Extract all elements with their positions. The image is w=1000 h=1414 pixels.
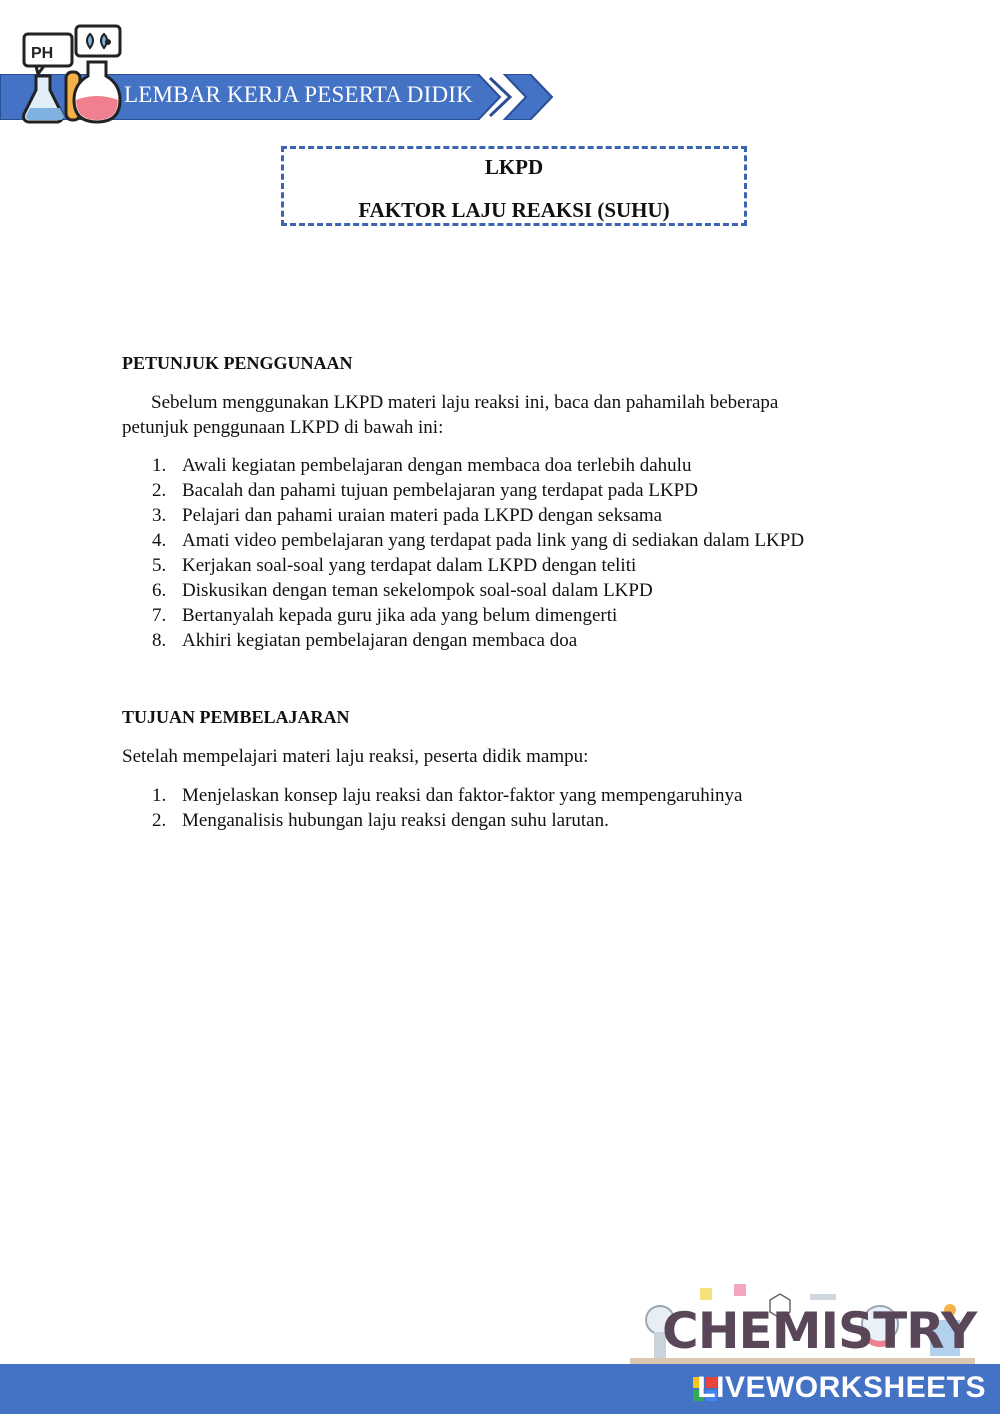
document-subtitle: FAKTOR LAJU REAKSI (SUHU) xyxy=(358,198,670,222)
list-item xyxy=(122,478,804,503)
footer-brand[interactable]: LIVEWORKSHEETS xyxy=(697,1371,986,1404)
tujuan-heading: TUJUAN PEMBELAJARAN xyxy=(122,707,350,727)
list-item xyxy=(122,503,804,528)
list-number: 2. xyxy=(152,480,167,501)
list-number: 6. xyxy=(152,580,167,601)
ph-label: PH xyxy=(31,45,54,62)
petunjuk-intro xyxy=(122,390,882,440)
list-number: 8. xyxy=(152,630,167,651)
list-item xyxy=(122,453,804,478)
list-text: Kerjakan soal-soal yang terdapat dalam LKPD dengan teliti xyxy=(182,555,637,576)
list-text: Bertanyalah kepada guru jika ada yang belum dimengerti xyxy=(182,605,618,626)
list-text: Diskusikan dengan teman sekelompok soal-soal dalam LKPD xyxy=(182,580,653,601)
list-item xyxy=(122,808,742,833)
chemistry-wordart: CHEMISTRY xyxy=(662,1302,977,1360)
list-text: Bacalah dan pahami tujuan pembelajaran yang terdapat pada LKPD xyxy=(182,480,698,501)
list-number: 5. xyxy=(152,555,167,576)
list-item xyxy=(122,578,804,603)
list-number: 1. xyxy=(152,785,167,806)
list-text: Pelajari dan pahami uraian materi pada LKPD dengan seksama xyxy=(182,505,663,526)
list-text: Awali kegiatan pembelajaran dengan membaca doa terlebih dahulu xyxy=(182,455,692,476)
list-item xyxy=(122,528,804,553)
list-number: 4. xyxy=(152,530,167,551)
list-item xyxy=(122,553,804,578)
list-item xyxy=(122,603,804,628)
list-number: 3. xyxy=(152,505,167,526)
list-item xyxy=(122,783,742,808)
list-number: 2. xyxy=(152,810,167,831)
petunjuk-list xyxy=(122,453,804,653)
petunjuk-intro-line1: Sebelum menggunakan LKPD materi laju reaksi ini, baca dan pahamilah beberapa xyxy=(151,392,779,413)
chemistry-lab-icon xyxy=(14,20,126,124)
list-text: Menganalisis hubungan laju reaksi dengan suhu larutan. xyxy=(182,810,609,831)
list-text: Menjelaskan konsep laju reaksi dan faktor-faktor yang mempengaruhinya xyxy=(182,785,743,806)
banner-title: LEMBAR KERJA PESERTA DIDIK xyxy=(124,82,473,107)
tujuan-intro: Setelah mempelajari materi laju reaksi, peserta didik mampu: xyxy=(122,746,589,767)
list-text: Akhiri kegiatan pembelajaran dengan membaca doa xyxy=(182,630,578,651)
petunjuk-heading: PETUNJUK PENGGUNAAN xyxy=(122,353,353,373)
document-title: LKPD xyxy=(484,155,544,179)
petunjuk-intro-line2: petunjuk penggunaan LKPD di bawah ini: xyxy=(122,417,444,438)
list-number: 1. xyxy=(152,455,167,476)
tujuan-list xyxy=(122,783,742,833)
list-number: 7. xyxy=(152,605,167,626)
list-item xyxy=(122,628,804,653)
list-text: Amati video pembelajaran yang terdapat pada link yang di sediakan dalam LKPD xyxy=(182,530,805,551)
